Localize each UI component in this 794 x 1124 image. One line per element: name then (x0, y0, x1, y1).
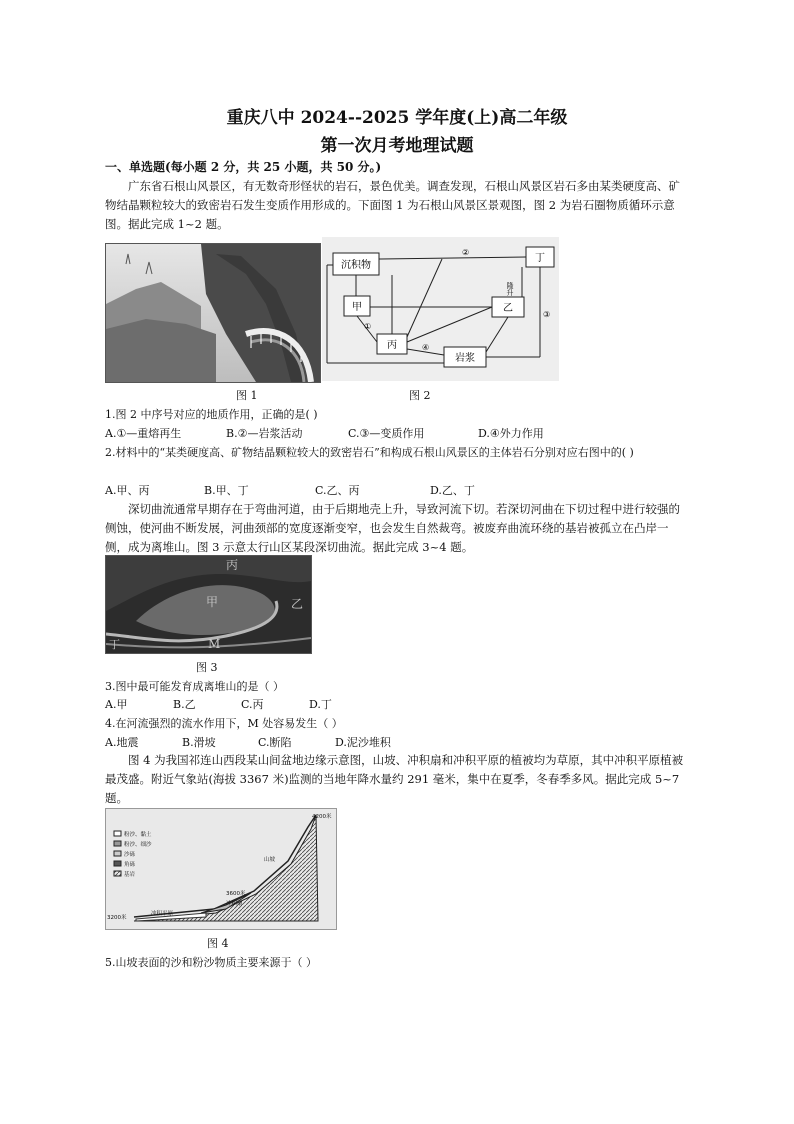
q2-option-a[interactable]: A.甲、丙 (105, 484, 150, 497)
question-3-options (105, 696, 332, 712)
legend-silt-fine-sand: 粉沙、细沙 (124, 842, 152, 848)
figure-3-incised-meander-photo (105, 555, 312, 654)
fig3-label-jia: 甲 (206, 595, 219, 609)
box-magma-label: 岩浆 (455, 353, 475, 364)
q2-option-d[interactable]: D.乙、丁 (430, 484, 475, 497)
fig3-label-bing: 丙 (226, 558, 239, 572)
passage-3: 图 4 为我国祁连山西段某山间盆地边缘示意图，山坡、冲积扇和冲积平原的植被均为草原，其中冲积平原植被最茂盛。附近气象站(海拔 3367 米)监测的当地年降水量约 291 毫米，集中在夏季，冬春季多风。据此完成 5~7 题。 (105, 753, 684, 805)
label-3: ③ (543, 310, 551, 319)
box-yi-label: 乙 (503, 303, 513, 314)
fig4-label-slope: 山坡 (264, 857, 276, 863)
legend-gravel: 沙砾 (124, 852, 136, 858)
passage-2: 深切曲流通常早期存在于弯曲河道，由于后期地壳上升，导致河流下切。若深切河曲在下切过程中进行较强的侧蚀，使河曲不断发展，河曲颈部的宽度逐渐变窄，也会发生自然裁弯。被废弃曲流环绕的基岩被孤立在凸岸一侧，成为离堆山。图 3 示意太行山区某段深切曲流。据此完成 3~4 题。 (105, 502, 680, 554)
passage-1: 广东省石根山风景区，有无数奇形怪状的岩石，景色优美。调查发现，石根山风景区岩石多由某类硬度高、矿物结晶颗粒较大的致密岩石发生变质作用形成的。下面图 1 为石根山风景区景观图，图 2 为岩石圈物质循环示意图。据此完成 1~2 题。 (105, 179, 680, 231)
label-2: ② (462, 248, 470, 257)
question-4-stem: 4.在河流强烈的流水作用下，M 处容易发生（ ） (105, 717, 343, 730)
fig4-label-plain: 冲积平原 (151, 911, 174, 917)
figure-4-caption: 图 4 (207, 937, 229, 950)
fig3-label-yi: 乙 (291, 597, 304, 611)
label-1: ① (364, 322, 372, 331)
fig4-label-top-elevation: 4200米 (312, 814, 332, 820)
fig4-label-base-elevation: 3200米 (107, 915, 127, 921)
fig3-label-ding: 丁 (109, 638, 120, 651)
question-3-stem: 3.图中最可能发育成离堆山的是（ ） (105, 680, 284, 693)
q3-option-d[interactable]: D.丁 (309, 698, 332, 711)
q3-option-a[interactable]: A.甲 (105, 698, 128, 711)
figure-1-caption: 图 1 (236, 389, 258, 402)
box-sediment-label: 沉积物 (341, 260, 371, 271)
box-jia-label: 甲 (352, 302, 362, 313)
q2-option-c[interactable]: C.乙、丙 (315, 484, 360, 497)
fig4-label-mid-elevation: 3600米 (226, 891, 246, 897)
figure-2-caption: 图 2 (409, 389, 431, 402)
figure-3-caption: 图 3 (196, 661, 218, 674)
question-5-stem: 5.山坡表面的沙和粉沙物质主要来源于（ ） (105, 956, 317, 969)
q1-option-b[interactable]: B.②—岩浆活动 (226, 427, 303, 440)
box-bing-label: 丙 (387, 340, 397, 351)
exam-title: 重庆八中 2024--2025 学年度(上)高二年级 (226, 108, 568, 128)
question-2-options (105, 482, 475, 498)
label-4: ④ (422, 343, 430, 352)
section-heading: 一、单选题(每小题 2 分，共 25 小题，共 50 分。) (105, 160, 382, 174)
legend-silt-clay: 粉沙、黏土 (124, 832, 152, 838)
q1-option-c[interactable]: C.③—变质作用 (348, 427, 425, 440)
figure-1-photo (105, 243, 321, 383)
q3-option-b[interactable]: B.乙 (173, 698, 196, 711)
legend-breccia: 角砾 (124, 862, 136, 868)
fig3-label-m: M (208, 637, 221, 651)
label-uplift: 隆升 (506, 282, 514, 296)
q3-option-c[interactable]: C.丙 (241, 698, 264, 711)
q4-option-c[interactable]: C.断陷 (258, 736, 292, 749)
question-1-options (105, 425, 544, 441)
q4-option-a[interactable]: A.地震 (105, 736, 139, 749)
figure-4-basin-profile (105, 808, 337, 930)
question-1-stem: 1.图 2 中序号对应的地质作用，正确的是( ) (105, 408, 318, 421)
scenic-landscape-image (106, 244, 320, 382)
q4-option-b[interactable]: B.滑坡 (182, 736, 216, 749)
legend-bedrock: 基岩 (124, 872, 136, 878)
q2-option-b[interactable]: B.甲、丁 (204, 484, 249, 497)
exam-subtitle: 第一次月考地理试题 (320, 136, 474, 156)
fig4-label-fan: 冲积扇 (226, 901, 243, 907)
box-ding-label: 丁 (535, 253, 545, 264)
q1-option-a[interactable]: A.①—重熔再生 (105, 427, 182, 440)
q4-option-d[interactable]: D.泥沙堆积 (335, 736, 391, 749)
question-2-stem: 2.材料中的“某类硬度高、矿物结晶颗粒较大的致密岩石”和构成石根山风景区的主体岩石分别对应右图中的( ) (105, 446, 634, 459)
question-4-options (105, 734, 391, 750)
figure-2-rock-cycle-diagram (322, 237, 559, 381)
q1-option-d[interactable]: D.④外力作用 (478, 427, 544, 440)
